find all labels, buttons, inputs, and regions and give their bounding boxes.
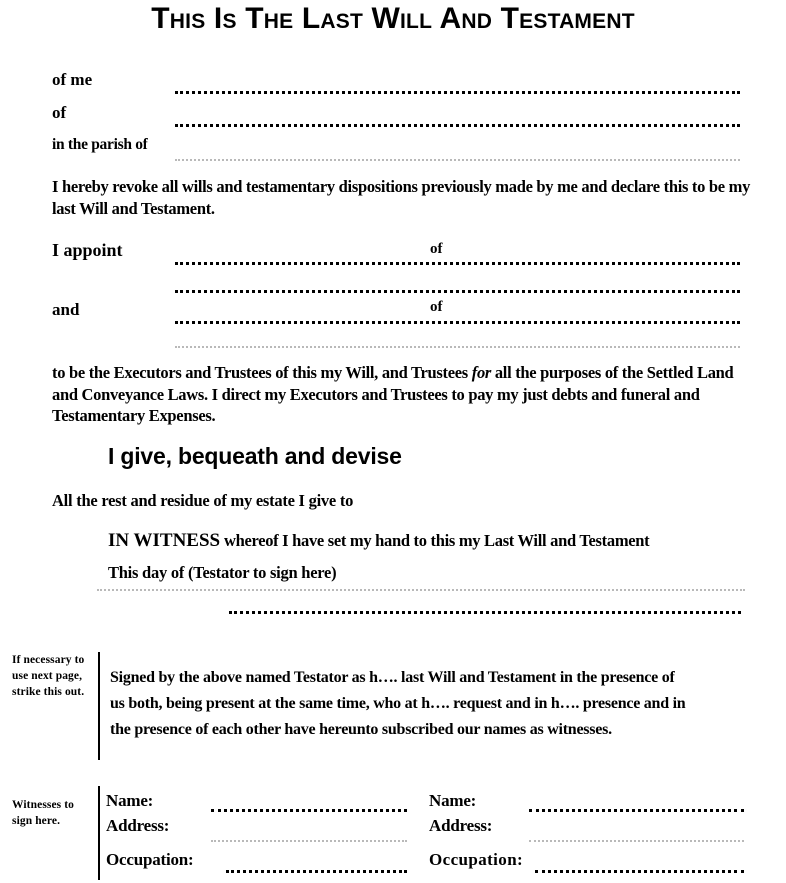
fill-line-testator-signature-2[interactable] [229,608,741,614]
witness-right-name-line[interactable] [529,806,744,812]
witness-right-occupation-line[interactable] [535,867,744,873]
attestation-line-2: us both, being present at the same time, who at h…. request and in h…. presence and in [110,695,686,712]
witness-left-occupation-line[interactable] [226,867,407,873]
margin-note-strike: If necessary to use next page, strike this out. [12,654,85,698]
executors-paragraph-italic: for [471,363,492,382]
executors-paragraph-part1: to be the Executors and Trustees of this my Will, and Trustees [52,363,472,382]
fill-line-of[interactable] [175,121,740,127]
witness-right-address-line[interactable] [529,837,744,842]
attestation-line-3: the presence of each other have hereunto subscribed our names as witnesses. [110,721,612,738]
fill-line-executor-1-address[interactable] [175,287,740,293]
residue-line: All the rest and residue of my estate I give to [52,491,354,510]
witness-divider-rule [98,786,100,880]
fill-line-executor-1[interactable] [175,259,740,265]
testator-day-line: This day of (Testator to sign here) [108,563,337,582]
page-title: This Is The Last Will And Testament [151,2,635,35]
attestation-divider-rule [98,652,100,760]
fill-line-testator-signature[interactable] [97,586,745,591]
margin-note-witnesses: Witnesses to sign here. [12,799,75,827]
attestation-line-1: Signed by the above named Testator as h…. last Will and Testament in the presence of [110,669,675,686]
in-witness-rest: whereof I have set my hand to this my Last Will and Testament [220,531,650,550]
witness-left-name-line[interactable] [211,806,407,812]
witness-right-occupation-label: Occupation: [429,850,524,869]
in-witness-strong: IN WITNESS [108,530,221,551]
executors-paragraph [52,362,752,427]
witness-right-name-label: Name: [429,791,477,810]
attestation-block [110,665,750,743]
field-label-i-appoint: I appoint [52,240,123,260]
fill-line-executor-2[interactable] [175,318,740,324]
connector-of-2: of [430,299,443,315]
witness-left-address-label: Address: [106,816,170,835]
witness-left-occupation-label: Occupation: [106,850,194,869]
executors-paragraph-part2: all the purposes of the Settled Land and Conveyance Laws. I direct my Executors and Trustees to pay my just debts and funeral and Testamentary Expenses. [52,363,734,425]
in-witness-line [108,530,649,552]
witness-left-name-label: Name: [106,791,154,810]
connector-of-1: of [430,241,443,257]
fill-line-executor-2-address[interactable] [175,343,740,348]
field-label-of-me: of me [52,70,93,89]
fill-line-of-me[interactable] [175,88,740,94]
witness-left-address-line[interactable] [211,837,407,842]
field-label-of: of [52,103,67,122]
revocation-paragraph: I hereby revoke all wills and testamentary dispositions previously made by me and declare this to be my last Will and Testament. [52,177,751,218]
witness-right-address-label: Address: [429,816,493,835]
field-label-in-the-parish-of: in the parish of [52,136,148,153]
field-label-and: and [52,300,80,319]
bequest-heading: I give, bequeath and devise [108,443,402,469]
fill-line-parish[interactable] [175,156,740,161]
